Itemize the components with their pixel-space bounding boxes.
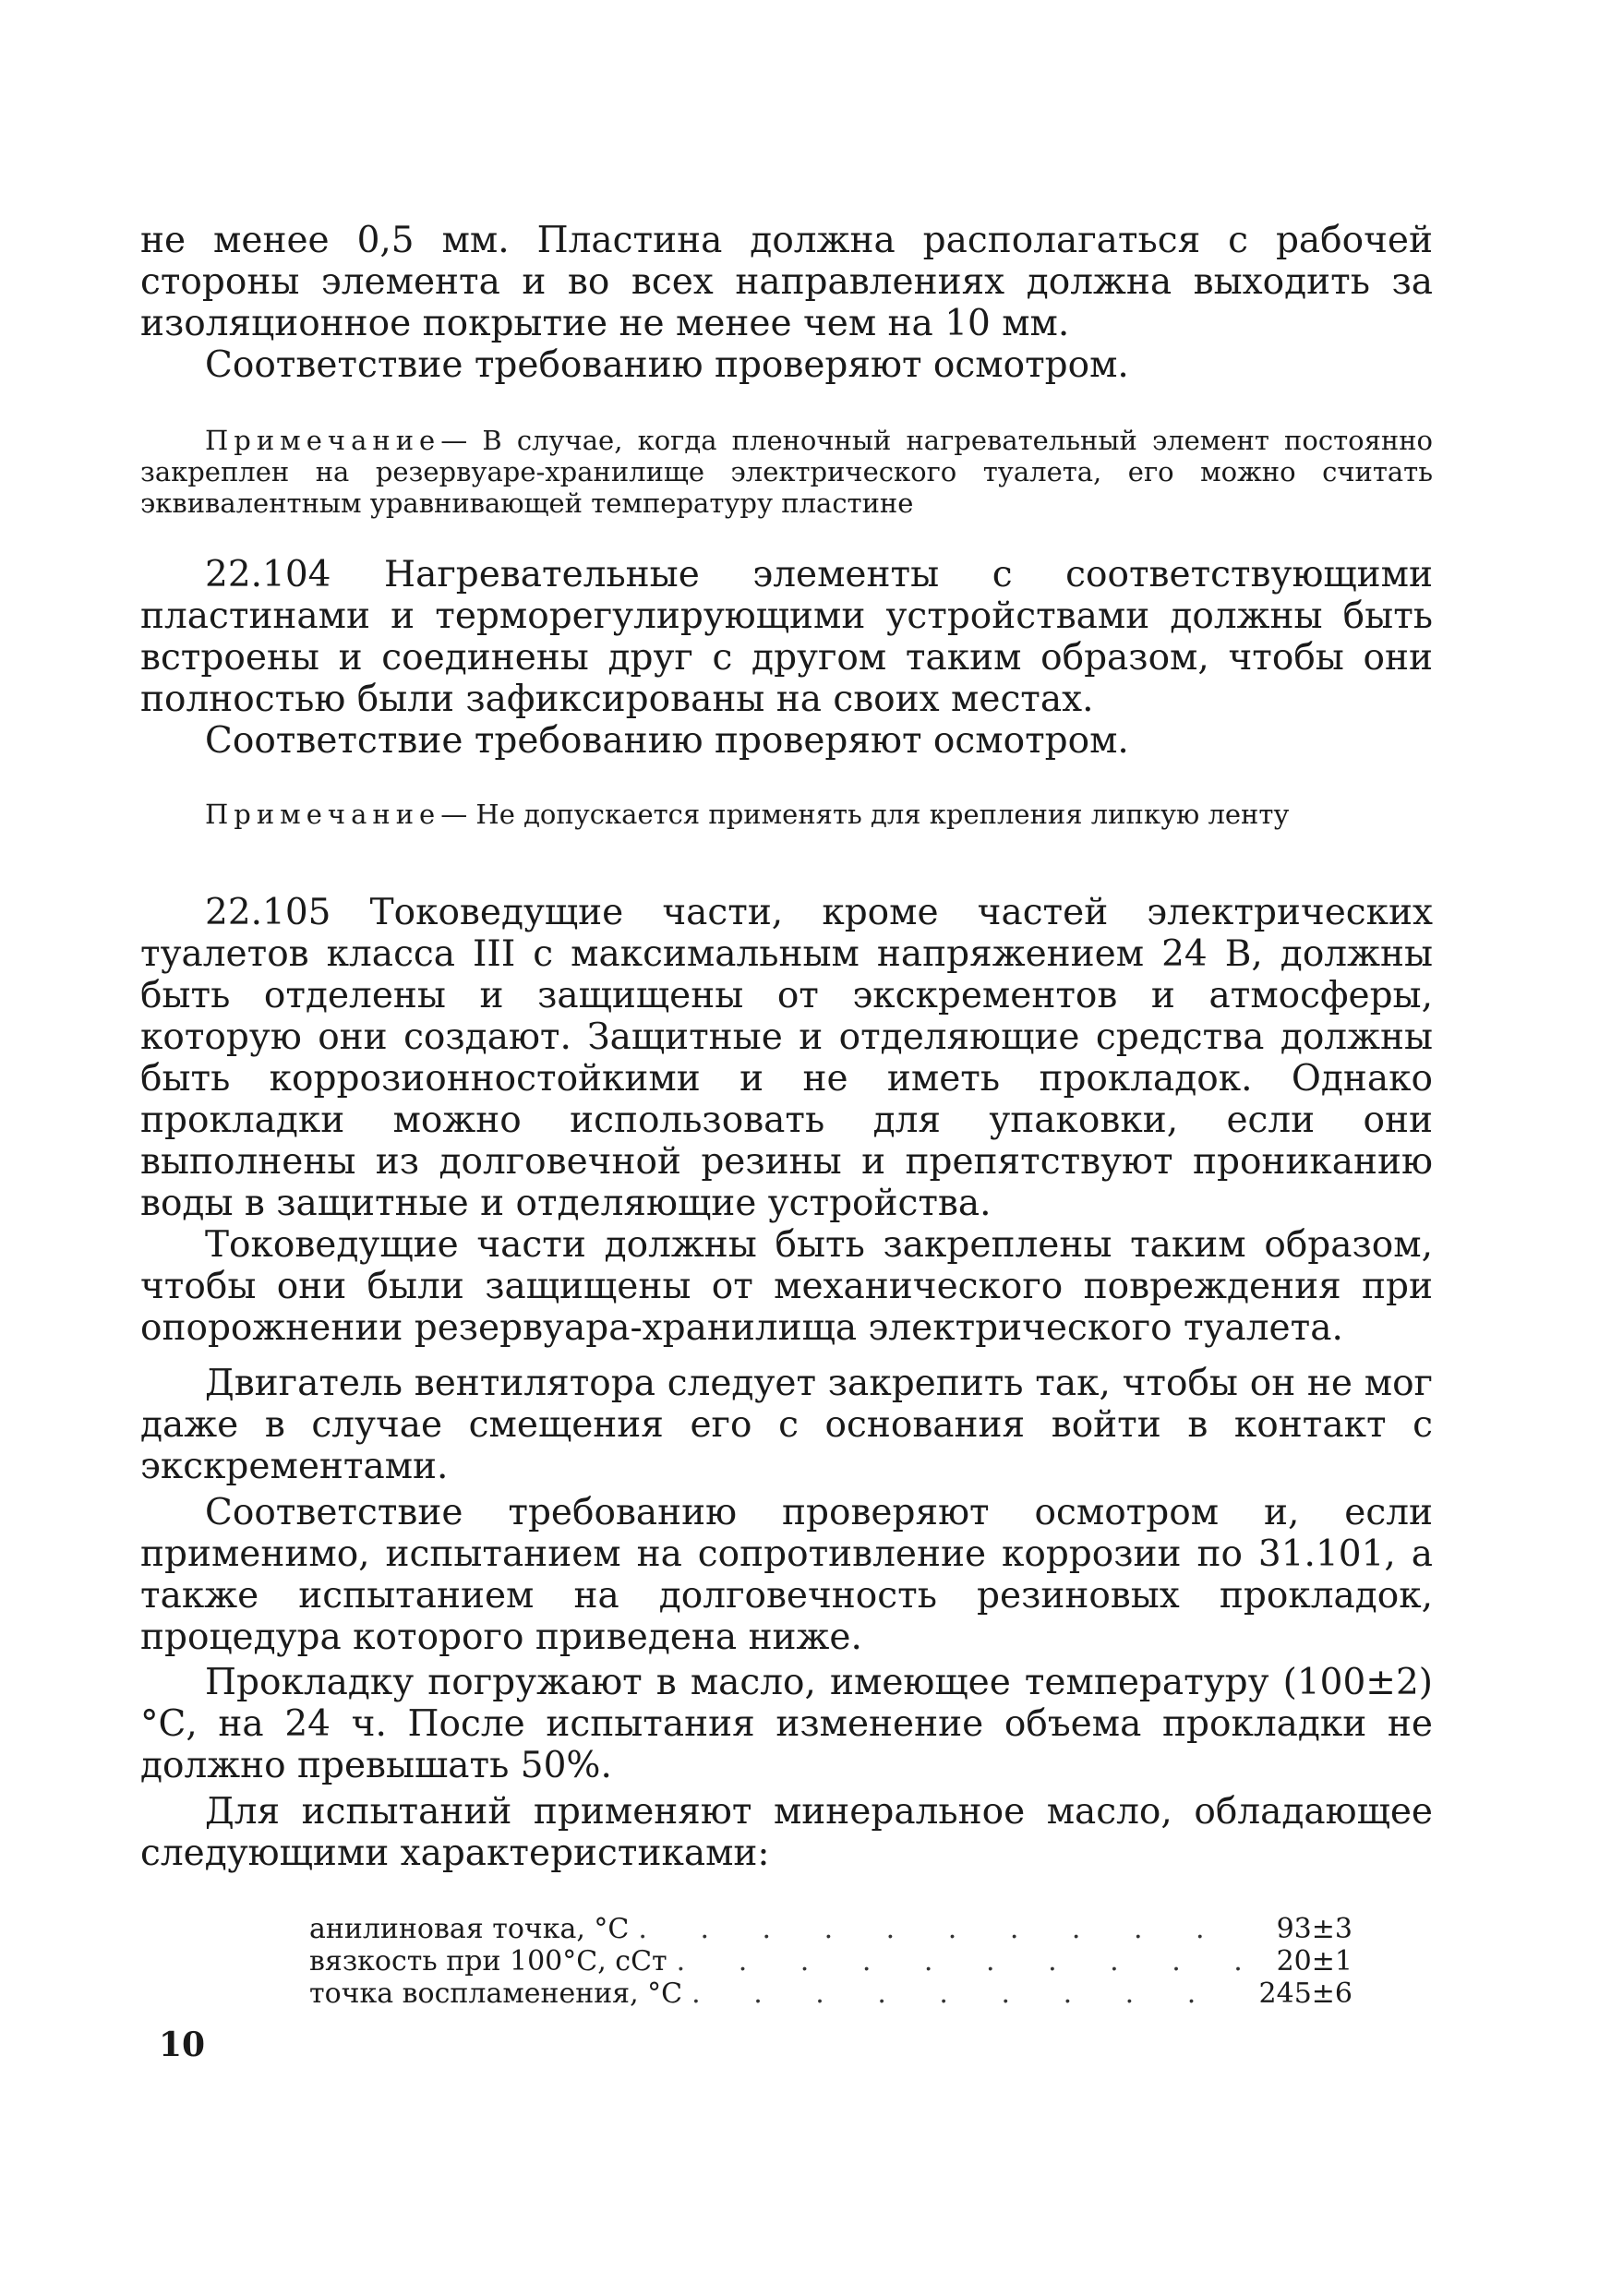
property-row — [309, 1977, 1352, 2010]
page-number: 10 — [159, 2026, 206, 2064]
leader-dots — [691, 1977, 1242, 2010]
paragraph-22-105: 22.105 Токоведущие части, кроме частей электрических туалетов класса III с максимальным напряжением 24 В, должны быть отделены и защищены от экскрементов и атмосферы, которую они создают. Защитные и отделяющие средства должны быть коррозионностойкими и не иметь прокладок. Однако прокладки можно использовать для упаковки, если они выполнены из долговечной резины и препятствуют прониканию воды в защитные и отделяющие устройства. — [140, 892, 1433, 1224]
paragraph-plate-continuation: не менее 0,5 мм. Пластина должна располагаться с рабочей стороны элемента и во всех направлениях должна выходить за изоляционное покрытие не менее чем на 10 мм. — [140, 220, 1433, 344]
note-label: Примечание — [205, 799, 441, 830]
note-film-heater — [140, 425, 1433, 519]
note-text: — В случае, когда пленочный нагревательный элемент постоянно закреплен на резервуаре-хранилище электрического туалета, его можно считать эквивалентным уравнивающей температуру пластине — [140, 425, 1433, 519]
paragraph-compliance-check-3: Соответствие требованию проверяют осмотром и, если применимо, испытанием на сопротивление коррозии по 31.101, а также испытанием на долговечность резиновых прокладок, процедура которого приведена ниже. — [140, 1492, 1433, 1658]
leader-dots — [677, 1945, 1242, 1977]
note-label: Примечание — [205, 425, 441, 456]
property-value: 20±1 — [1276, 1945, 1352, 1977]
note-adhesive-tape — [140, 799, 1433, 830]
property-value: 93±3 — [1276, 1913, 1352, 1945]
property-row — [309, 1913, 1352, 1945]
property-name: вязкость при 100°С, сСт — [309, 1945, 667, 1977]
oil-properties-list — [309, 1913, 1352, 2010]
paragraph-mineral-oil: Для испытаний применяют минеральное масло, обладающее следующими характеристиками: — [140, 1791, 1433, 1874]
paragraph-compliance-check-1: Соответствие требованию проверяют осмотром. — [205, 344, 1129, 386]
leader-dots — [638, 1913, 1242, 1945]
paragraph-live-parts-fixing: Токоведущие части должны быть закреплены таким образом, чтобы они были защищены от механического повреждения при опорожнении резервуара-хранилища электрического туалета. — [140, 1224, 1433, 1349]
property-name: анилиновая точка, °С — [309, 1913, 630, 1945]
property-row — [309, 1945, 1352, 1977]
paragraph-fan-motor: Двигатель вентилятора следует закрепить так, чтобы он не мог даже в случае смещения его с основания войти в контакт с экскрементами. — [140, 1363, 1433, 1487]
property-value: 245±6 — [1258, 1977, 1352, 2010]
property-name: точка воспламенения, °С — [309, 1977, 683, 2010]
note-text: — Не допускается применять для крепления липкую ленту — [440, 799, 1290, 830]
paragraph-22-104: 22.104 Нагревательные элементы с соответствующими пластинами и терморегулирующими устройствами должны быть встроены и соединены друг с другом таким образом, чтобы они полностью были зафиксированы на своих местах. — [140, 554, 1433, 720]
paragraph-gasket-test: Прокладку погружают в масло, имеющее температуру (100±2) °С, на 24 ч. После испытания изменение объема прокладки не должно превышать 50%. — [140, 1662, 1433, 1786]
paragraph-compliance-check-2: Соответствие требованию проверяют осмотром. — [205, 720, 1129, 762]
